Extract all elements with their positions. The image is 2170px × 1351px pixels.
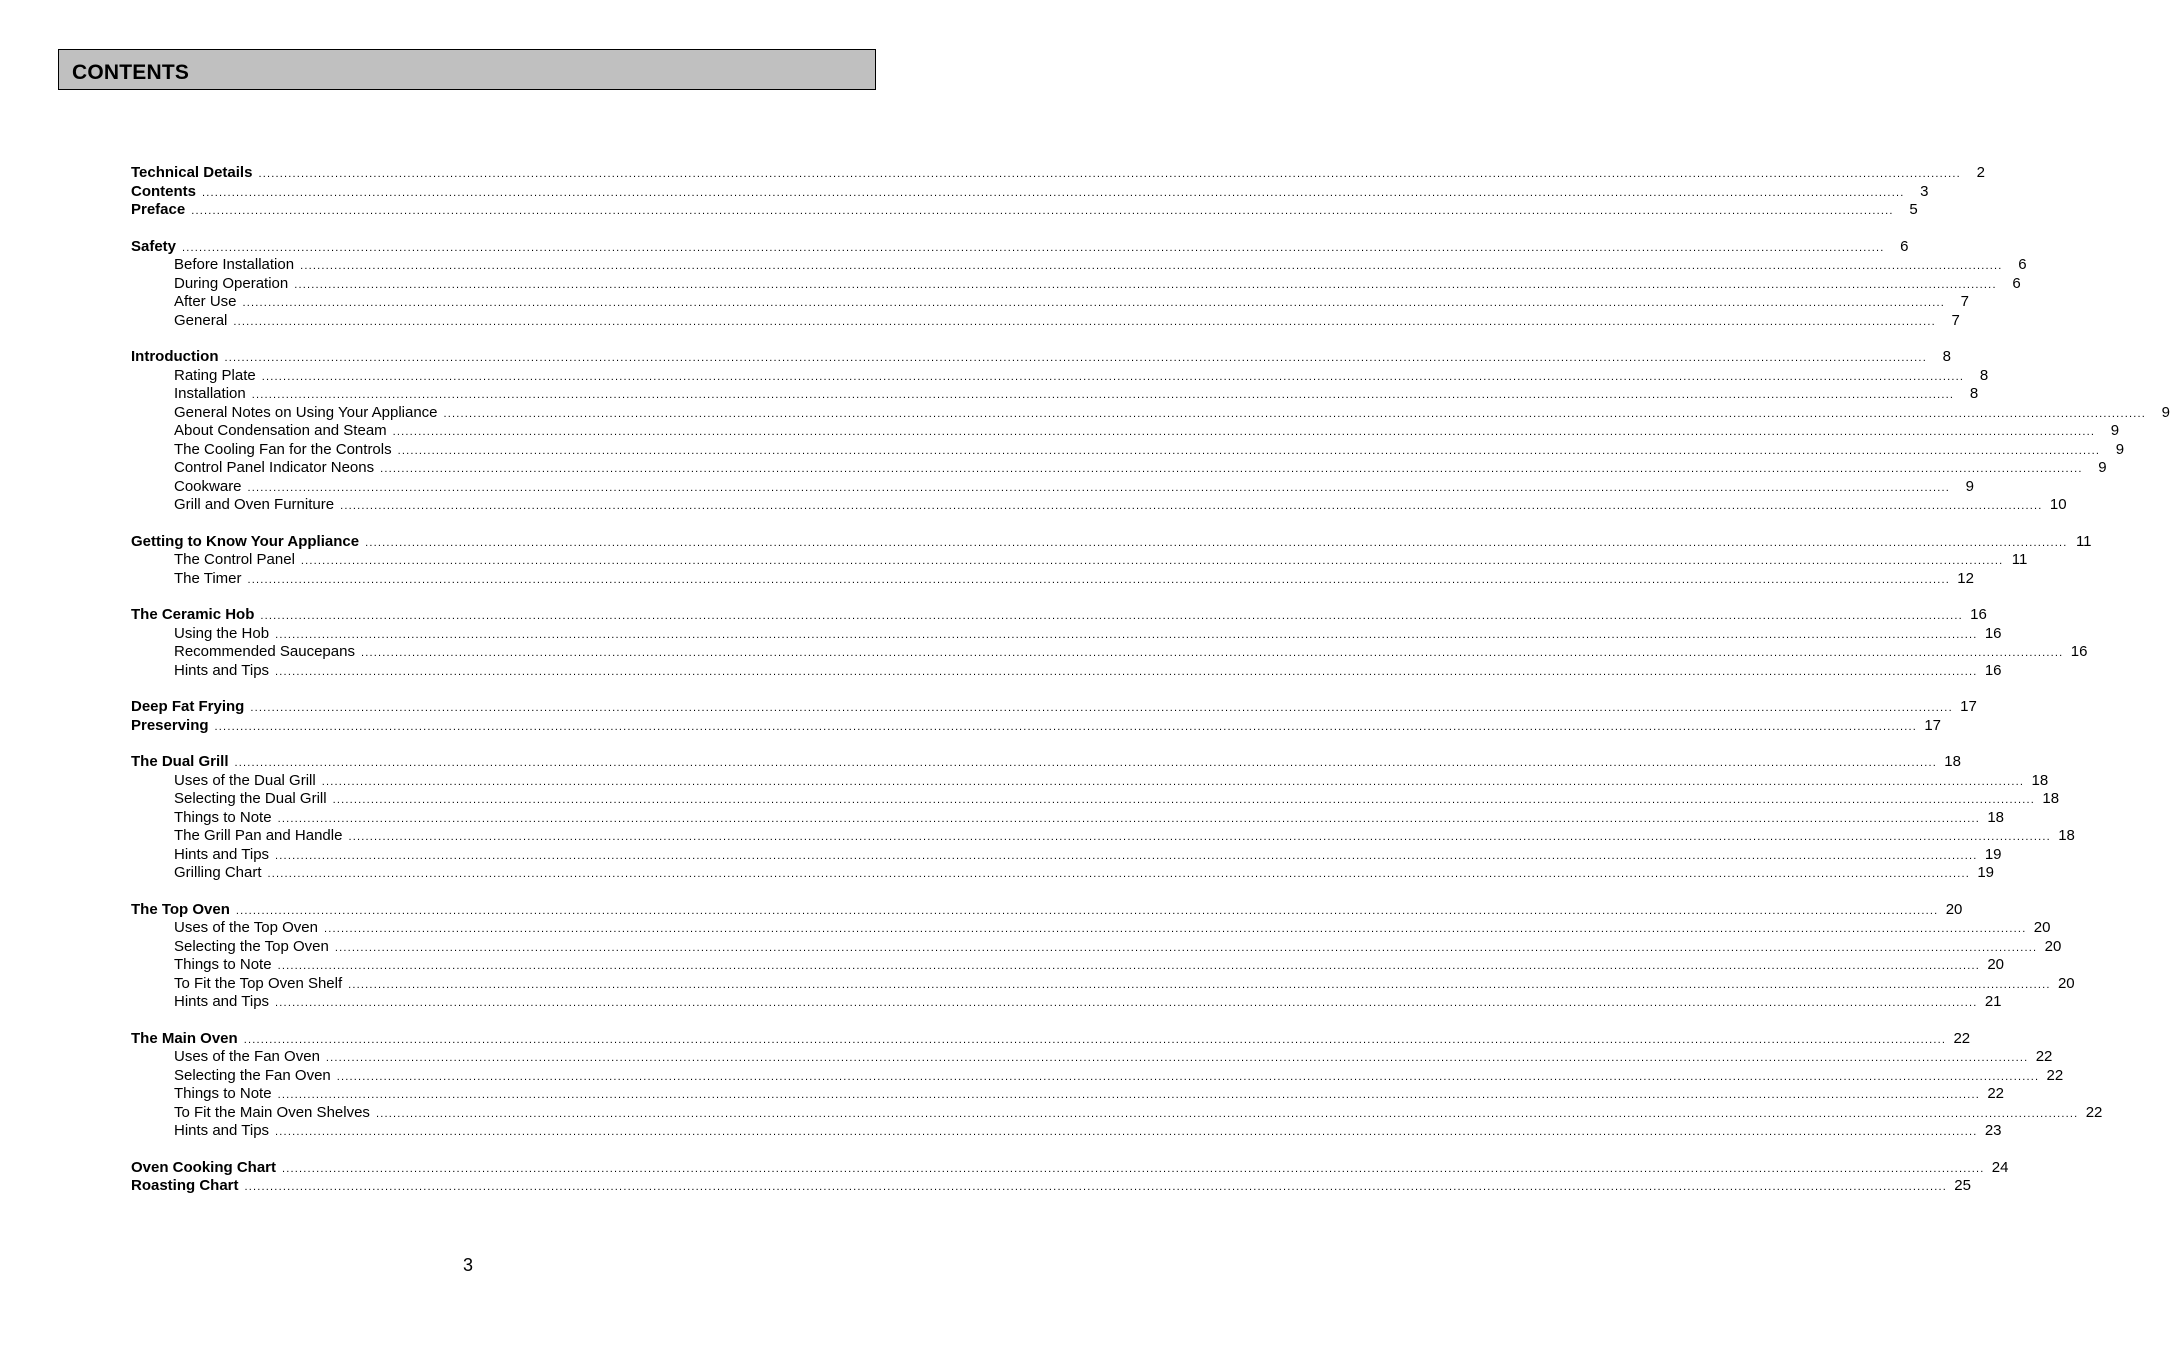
toc-subsection-entry: [131, 293, 1969, 312]
dot-leader: ................................................................................................................................................................................................................................................................................................................................................................................................................: [233, 315, 1936, 328]
dot-leader: ................................................................................................................................................................................................................................................................................................................................................................................................................: [251, 389, 1955, 401]
toc-entry-title: Things to Note: [174, 808, 272, 826]
section-gap: [131, 515, 877, 533]
toc-entry-page: 18: [2058, 827, 2075, 844]
toc-entry-page: 17: [1924, 716, 1942, 734]
page-title: CONTENTS: [72, 61, 190, 84]
toc-entry-title: Uses of the Fan Oven: [174, 1048, 320, 1065]
toc-entry-page: 18: [1944, 753, 1961, 770]
toc-section-entry: [131, 900, 1963, 920]
toc-section-entry: [131, 698, 1977, 717]
toc-entry-page: 17: [1960, 698, 1977, 715]
toc-entry-title: Contents: [131, 182, 196, 200]
dot-leader: ................................................................................................................................................................................................................................................................................................................................................................................................................: [282, 1162, 1985, 1175]
page-number: 3: [462, 1255, 473, 1275]
toc-entry-title: Grill and Oven Furniture: [174, 496, 335, 513]
toc-entry-title: During Operation: [174, 274, 289, 292]
dot-leader: ................................................................................................................................................................................................................................................................................................................................................................................................................: [261, 370, 1965, 383]
toc-entry-page: 19: [1977, 864, 1994, 881]
toc-entry-title: Technical Details: [131, 164, 253, 181]
table-of-contents: [131, 164, 2170, 1196]
section-gap: [131, 883, 877, 901]
toc-subsection-entry: [131, 919, 2051, 938]
dot-leader: ................................................................................................................................................................................................................................................................................................................................................................................................................: [325, 1052, 2029, 1064]
toc-entry-title: To Fit the Top Oven Shelf: [174, 974, 343, 992]
toc-entry-page: 20: [1987, 956, 2005, 973]
dot-leader: ................................................................................................................................................................................................................................................................................................................................................................................................................: [234, 757, 1937, 769]
dot-leader: ................................................................................................................................................................................................................................................................................................................................................................................................................: [182, 241, 1885, 254]
toc-entry-page: 20: [2044, 937, 2062, 955]
toc-section-entry: [131, 532, 2092, 552]
dot-leader: ................................................................................................................................................................................................................................................................................................................................................................................................................: [250, 702, 1953, 714]
toc-subsection-entry: [131, 827, 2075, 846]
toc-entry-title: Uses of the Dual Grill: [174, 771, 316, 789]
toc-entry-page: 22: [2085, 1103, 2103, 1121]
toc-entry-page: 18: [1987, 808, 2005, 826]
dot-leader: ................................................................................................................................................................................................................................................................................................................................................................................................................: [243, 1033, 1947, 1046]
toc-subsection-entry: [131, 496, 2067, 515]
toc-entry-page: 6: [2018, 256, 2027, 273]
toc-subsection-entry: [131, 790, 2060, 809]
dot-leader: ................................................................................................................................................................................................................................................................................................................................................................................................................: [336, 1070, 2040, 1083]
toc-section-entry: [131, 237, 1909, 257]
toc-entry-title: Using the Hob: [174, 624, 270, 642]
toc-subsection-entry: [131, 956, 2005, 975]
toc-subsection-entry: [131, 1122, 2002, 1141]
toc-entry-title: Things to Note: [174, 956, 272, 973]
toc-subsection-entry: [131, 1103, 2103, 1123]
toc-subsection-entry: [131, 256, 2027, 275]
toc-subsection-entry: [131, 845, 2002, 865]
toc-subsection-entry: [131, 643, 2088, 662]
toc-subsection-entry: [131, 993, 2002, 1012]
dot-leader: ................................................................................................................................................................................................................................................................................................................................................................................................................: [277, 812, 1981, 825]
toc-subsection-entry: [131, 459, 2107, 478]
toc-entry-page: 22: [1987, 1085, 2005, 1102]
toc-entry-page: 6: [2012, 274, 2021, 292]
toc-entry-title: The Control Panel: [174, 551, 295, 568]
toc-entry-title: The Main Oven: [131, 1029, 238, 1047]
dot-leader: ................................................................................................................................................................................................................................................................................................................................................................................................................: [300, 555, 2004, 567]
toc-entry-page: 3: [1920, 182, 1929, 200]
dot-leader: ................................................................................................................................................................................................................................................................................................................................................................................................................: [202, 186, 1905, 199]
toc-entry-title: Hints and Tips: [174, 845, 270, 863]
toc-entry-title: Hints and Tips: [174, 661, 270, 679]
toc-subsection-entry: [131, 569, 1974, 589]
toc-subsection-entry: [131, 937, 2062, 957]
toc-entry-title: Cookware: [174, 477, 242, 495]
toc-entry-page: 20: [2057, 974, 2075, 992]
dot-leader: ................................................................................................................................................................................................................................................................................................................................................................................................................: [375, 1107, 2079, 1120]
toc-entry-title: The Ceramic Hob: [131, 606, 255, 623]
section-gap: [131, 680, 877, 698]
toc-section-entry: [131, 606, 1987, 625]
dot-leader: ................................................................................................................................................................................................................................................................................................................................................................................................................: [275, 1126, 1978, 1138]
toc-entry-title: Things to Note: [174, 1085, 272, 1102]
dot-leader: ................................................................................................................................................................................................................................................................................................................................................................................................................: [443, 407, 2146, 420]
toc-section-entry: [131, 1177, 1971, 1196]
toc-subsection-entry: [131, 366, 1989, 386]
toc-entry-page: 16: [2070, 643, 2088, 660]
toc-entry-title: Preface: [131, 201, 186, 218]
toc-entry-page: 9: [2161, 403, 2170, 421]
toc-entry-page: 8: [1969, 385, 1979, 402]
toc-entry-title: Selecting the Fan Oven: [174, 1066, 331, 1084]
toc-subsection-entry: [131, 974, 2075, 994]
dot-leader: ................................................................................................................................................................................................................................................................................................................................................................................................................: [277, 960, 1981, 972]
toc-entry-title: Before Installation: [174, 256, 295, 273]
dot-leader: ................................................................................................................................................................................................................................................................................................................................................................................................................: [277, 1089, 1981, 1101]
toc-subsection-entry: [131, 661, 2002, 681]
toc-entry-title: Introduction: [131, 348, 219, 365]
dot-leader: ................................................................................................................................................................................................................................................................................................................................................................................................................: [323, 923, 2027, 935]
toc-subsection-entry: [131, 1048, 2053, 1067]
toc-entry-title: Safety: [131, 237, 177, 255]
toc-subsection-entry: [131, 864, 1994, 883]
toc-entry-title: The Dual Grill: [131, 753, 229, 770]
toc-subsection-entry: [131, 1085, 2005, 1104]
toc-subsection-entry: [131, 1066, 2064, 1086]
toc-entry-title: Roasting Chart: [131, 1177, 239, 1194]
toc-entry-page: 22: [1953, 1029, 1971, 1047]
toc-subsection-entry: [131, 385, 1979, 404]
section-gap: [131, 1012, 877, 1030]
toc-subsection-entry: [131, 477, 1974, 497]
toc-entry-title: General: [174, 311, 228, 329]
toc-subsection-entry: [131, 440, 2125, 460]
dot-leader: ................................................................................................................................................................................................................................................................................................................................................................................................................: [235, 904, 1939, 917]
contents-header-bar: [58, 49, 876, 90]
dot-leader: ................................................................................................................................................................................................................................................................................................................................................................................................................: [294, 278, 1997, 291]
toc-entry-page: 8: [1942, 348, 1951, 365]
toc-entry-page: 16: [1984, 624, 2002, 642]
toc-entry-title: Selecting the Dual Grill: [174, 790, 327, 807]
dot-leader: ................................................................................................................................................................................................................................................................................................................................................................................................................: [334, 941, 2038, 954]
toc-section-entry: [131, 753, 1961, 772]
toc-entry-page: 8: [1979, 366, 1989, 384]
toc-entry-title: General Notes on Using Your Appliance: [174, 403, 438, 421]
dot-leader: ................................................................................................................................................................................................................................................................................................................................................................................................................: [247, 481, 1950, 494]
toc-entry-page: 20: [2033, 919, 2051, 936]
toc-section-entry: [131, 1158, 2009, 1178]
toc-entry-title: Oven Cooking Chart: [131, 1158, 277, 1176]
toc-subsection-entry: [131, 771, 2049, 791]
toc-section-entry: [131, 716, 1942, 736]
dot-leader: ................................................................................................................................................................................................................................................................................................................................................................................................................: [242, 297, 1945, 309]
toc-entry-page: 18: [2031, 771, 2049, 789]
toc-entry-page: 25: [1954, 1177, 1971, 1194]
toc-entry-page: 5: [1909, 201, 1918, 218]
dot-leader: ................................................................................................................................................................................................................................................................................................................................................................................................................: [348, 831, 2051, 843]
toc-entry-page: 9: [2098, 459, 2107, 476]
section-gap: [131, 1141, 877, 1159]
toc-entry-title: Control Panel Indicator Neons: [174, 459, 375, 476]
section-gap: [131, 735, 877, 753]
toc-section-entry: [131, 164, 1985, 183]
toc-section-entry: [131, 1029, 1971, 1049]
dot-leader: ................................................................................................................................................................................................................................................................................................................................................................................................................: [397, 444, 2101, 457]
dot-leader: ................................................................................................................................................................................................................................................................................................................................................................................................................: [275, 665, 1978, 678]
dot-leader: ................................................................................................................................................................................................................................................................................................................................................................................................................: [360, 647, 2064, 659]
toc-entry-title: The Timer: [174, 569, 242, 587]
toc-subsection-entry: [131, 422, 2120, 441]
toc-section-entry: [131, 201, 1918, 220]
toc-entry-title: Uses of the Top Oven: [174, 919, 318, 936]
toc-entry-page: 21: [1984, 993, 2002, 1010]
toc-entry-page: 23: [1984, 1122, 2002, 1139]
toc-entry-page: 9: [2115, 440, 2125, 458]
dot-leader: ................................................................................................................................................................................................................................................................................................................................................................................................................: [214, 720, 1918, 733]
toc-entry-title: To Fit the Main Oven Shelves: [174, 1103, 370, 1121]
toc-entry-page: 10: [2049, 496, 2067, 513]
toc-entry-title: Deep Fat Frying: [131, 698, 245, 715]
toc-entry-title: Grilling Chart: [174, 864, 262, 881]
toc-entry-title: Getting to Know Your Appliance: [131, 532, 360, 550]
section-gap: [131, 588, 877, 606]
toc-entry-title: About Condensation and Steam: [174, 422, 387, 439]
toc-subsection-entry: [131, 551, 2028, 570]
toc-entry-page: 22: [2035, 1048, 2053, 1065]
toc-entry-page: 19: [1984, 845, 2002, 863]
toc-entry-page: 12: [1957, 569, 1974, 587]
dot-leader: ................................................................................................................................................................................................................................................................................................................................................................................................................: [275, 628, 1978, 641]
dot-leader: ................................................................................................................................................................................................................................................................................................................................................................................................................: [244, 1181, 1947, 1193]
toc-entry-page: 22: [2046, 1066, 2064, 1084]
dot-leader: ................................................................................................................................................................................................................................................................................................................................................................................................................: [365, 536, 2068, 549]
toc-entry-page: 24: [1991, 1158, 2009, 1176]
toc-subsection-entry: [131, 624, 2002, 644]
toc-section-entry: [131, 348, 1951, 367]
dot-leader: ................................................................................................................................................................................................................................................................................................................................................................................................................: [275, 997, 1978, 1009]
toc-subsection-entry: [131, 808, 2005, 828]
toc-entry-page: 9: [2110, 422, 2120, 439]
dot-leader: ................................................................................................................................................................................................................................................................................................................................................................................................................: [332, 794, 2036, 806]
dot-leader: ................................................................................................................................................................................................................................................................................................................................................................................................................: [340, 500, 2043, 512]
toc-subsection-entry: [131, 403, 2170, 423]
toc-entry-title: Installation: [174, 385, 246, 402]
dot-leader: ................................................................................................................................................................................................................................................................................................................................................................................................................: [300, 260, 2003, 272]
dot-leader: ................................................................................................................................................................................................................................................................................................................................................................................................................: [224, 352, 1927, 364]
toc-entry-page: 9: [1965, 477, 1974, 495]
toc-entry-title: Preserving: [131, 716, 209, 734]
dot-leader: ................................................................................................................................................................................................................................................................................................................................................................................................................: [267, 868, 1970, 880]
toc-entry-page: 20: [1945, 900, 1963, 918]
toc-entry-title: The Top Oven: [131, 900, 230, 918]
toc-entry-title: Selecting the Top Oven: [174, 937, 329, 955]
section-gap: [131, 330, 877, 348]
toc-entry-title: The Grill Pan and Handle: [174, 827, 343, 844]
toc-entry-title: After Use: [174, 293, 237, 310]
toc-entry-page: 16: [1984, 661, 2002, 679]
dot-leader: ................................................................................................................................................................................................................................................................................................................................................................................................................: [258, 168, 1961, 180]
toc-entry-title: Rating Plate: [174, 366, 256, 384]
toc-entry-page: 11: [2075, 532, 2092, 550]
toc-subsection-entry: [131, 274, 2021, 294]
toc-entry-page: 11: [2011, 551, 2028, 568]
dot-leader: ................................................................................................................................................................................................................................................................................................................................................................................................................: [348, 978, 2051, 991]
section-gap: [131, 220, 877, 238]
dot-leader: ................................................................................................................................................................................................................................................................................................................................................................................................................: [247, 573, 1950, 586]
dot-leader: ................................................................................................................................................................................................................................................................................................................................................................................................................: [321, 775, 2025, 788]
toc-subsection-entry: [131, 311, 1960, 331]
toc-entry-page: 16: [1970, 606, 1987, 623]
toc-entry-title: Hints and Tips: [174, 993, 270, 1010]
toc-entry-page: 6: [1900, 237, 1909, 255]
dot-leader: ................................................................................................................................................................................................................................................................................................................................................................................................................: [275, 849, 1978, 862]
dot-leader: ................................................................................................................................................................................................................................................................................................................................................................................................................: [392, 426, 2096, 438]
toc-entry-title: Recommended Saucepans: [174, 643, 355, 660]
toc-entry-page: 18: [2042, 790, 2060, 807]
toc-entry-page: 7: [1960, 293, 1969, 310]
dot-leader: ................................................................................................................................................................................................................................................................................................................................................................................................................: [380, 463, 2083, 475]
dot-leader: ................................................................................................................................................................................................................................................................................................................................................................................................................: [191, 205, 1894, 217]
toc-entry-page: 2: [1976, 164, 1985, 181]
toc-section-entry: [131, 182, 1929, 202]
toc-entry-page: 7: [1951, 311, 1960, 329]
toc-entry-title: Hints and Tips: [174, 1122, 270, 1139]
dot-leader: ................................................................................................................................................................................................................................................................................................................................................................................................................: [260, 610, 1963, 622]
toc-entry-title: The Cooling Fan for the Controls: [174, 440, 392, 458]
